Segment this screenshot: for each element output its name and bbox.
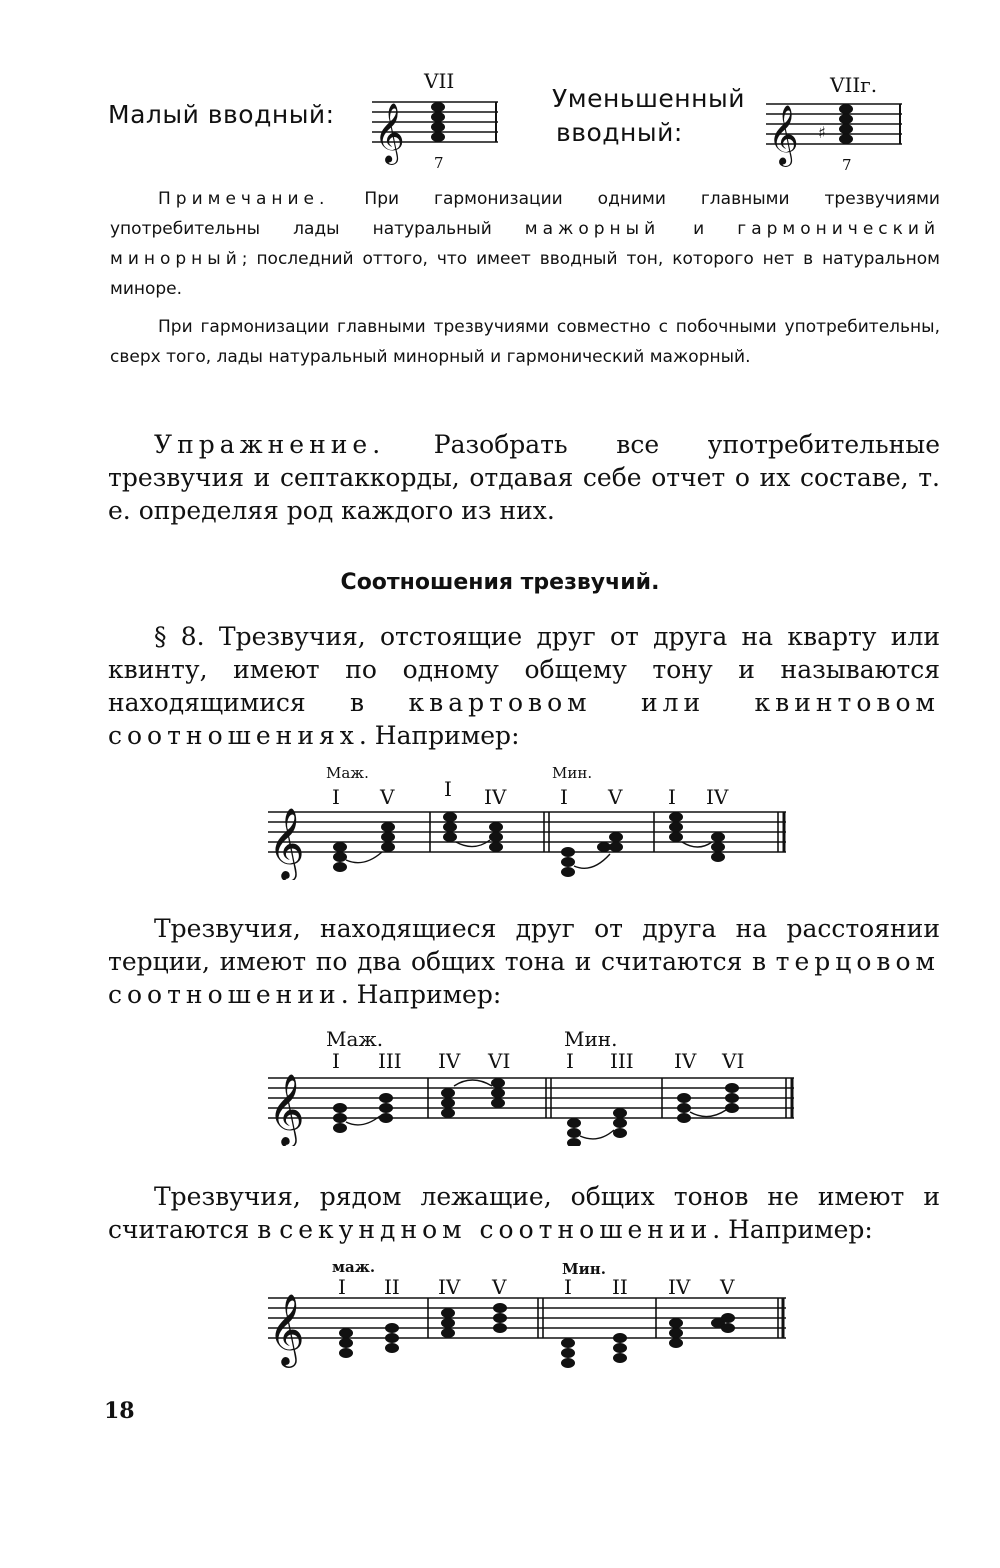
treble-clef-icon: 𝄞 (374, 103, 405, 163)
exercise-lead: Упражнение. (154, 430, 386, 459)
roman-numeral: I (332, 785, 340, 809)
roman-numeral: IV (438, 1275, 461, 1299)
roman-numeral: V (380, 785, 395, 809)
diminished-leading-label-2: вводный: (556, 118, 683, 147)
seventh-figure: 7 (842, 156, 852, 174)
roman-numeral: I (338, 1275, 346, 1299)
exercise-paragraph: Упражнение. Разобрать все употребительные трезвучия и септаккорды, отдавая себе отчет о их составе, т. е. определяя род каждого из них. (108, 430, 940, 525)
roman-numeral: I (668, 785, 676, 809)
music-example-third (262, 1026, 802, 1146)
treble-clef-icon: 𝄞 (268, 1072, 305, 1145)
chord-notes (339, 1303, 735, 1368)
small-leading-seventh-staff (366, 66, 506, 176)
roman-numeral: III (610, 1049, 634, 1073)
roman-numeral: V (720, 1275, 735, 1299)
roman-numeral: V (492, 1275, 507, 1299)
seventh-figure: 7 (434, 154, 444, 172)
sharp-icon: ♯ (818, 123, 826, 142)
major-label: маж. (332, 1258, 376, 1276)
roman-numeral: VI (488, 1049, 511, 1073)
major-label: Маж. (326, 764, 369, 782)
page-number: 18 (104, 1398, 135, 1424)
diminished-leading-seventh-staff (760, 66, 910, 176)
roman-numeral: IV (438, 1049, 461, 1073)
roman-numeral: IV (706, 785, 729, 809)
roman-numeral: I (564, 1275, 572, 1299)
treble-clef-icon: 𝄞 (768, 105, 799, 165)
paragraph-third-relation: Трезвучия, находящиеся друг от друга на расстоянии терции, имеют по два общих тона и считаются в терцовом соотношении. Например: (108, 914, 940, 1009)
note-lead: Примечание. (158, 189, 330, 209)
roman-numeral: II (612, 1275, 628, 1299)
roman-numeral-vii: VII (424, 69, 455, 93)
roman-numeral: I (444, 777, 452, 801)
small-leading-label: Малый вводный: (108, 100, 335, 129)
major-label: Маж. (326, 1027, 384, 1051)
roman-numeral: II (384, 1275, 400, 1299)
paragraph-8: § 8. Трезвучия, отстоящие друг от друга на кварту или квинту, имеют по одному общему тону и называются находящимися в квартовом или квинтовом соотношениях. Например: (108, 622, 940, 750)
treble-clef-icon: 𝄞 (268, 806, 305, 879)
music-example-fourth-fifth (262, 760, 792, 880)
note-paragraph-1: Примечание. При гармонизации одними главными трезвучиями употребительны лады натуральный мажорный и гармонический минорный; последний оттого, что имеет вводный тон, которого нет в натуральном миноре. (110, 189, 941, 299)
roman-numeral: IV (668, 1275, 691, 1299)
diminished-leading-label-1: Уменьшенный (552, 84, 745, 113)
music-example-second (262, 1258, 792, 1368)
treble-clef-icon: 𝄞 (268, 1292, 305, 1365)
roman-numeral: I (566, 1049, 574, 1073)
roman-numeral: IV (674, 1049, 697, 1073)
paragraph-second-relation: Трезвучия, рядом лежащие, общих тонов не имеют и считаются в секундном соотношении. Например: (108, 1182, 940, 1244)
roman-numeral: IV (484, 785, 507, 809)
minor-label: Мин. (562, 1260, 606, 1278)
roman-numeral: I (560, 785, 568, 809)
roman-numeral: V (608, 785, 623, 809)
roman-numeral: I (332, 1049, 340, 1073)
minor-label: Мин. (552, 764, 593, 782)
roman-numeral: III (378, 1049, 402, 1073)
note-paragraph-2: При гармонизации главными трезвучиями совместно с побочными употребительны, сверх того, лады натуральный минорный и гармонический мажорный. (110, 317, 940, 367)
roman-numeral-viig: VIIг. (830, 73, 878, 97)
roman-numeral: VI (722, 1049, 745, 1073)
section-title: Соотношения трезвучий. (340, 570, 660, 595)
minor-label: Мин. (564, 1027, 618, 1051)
